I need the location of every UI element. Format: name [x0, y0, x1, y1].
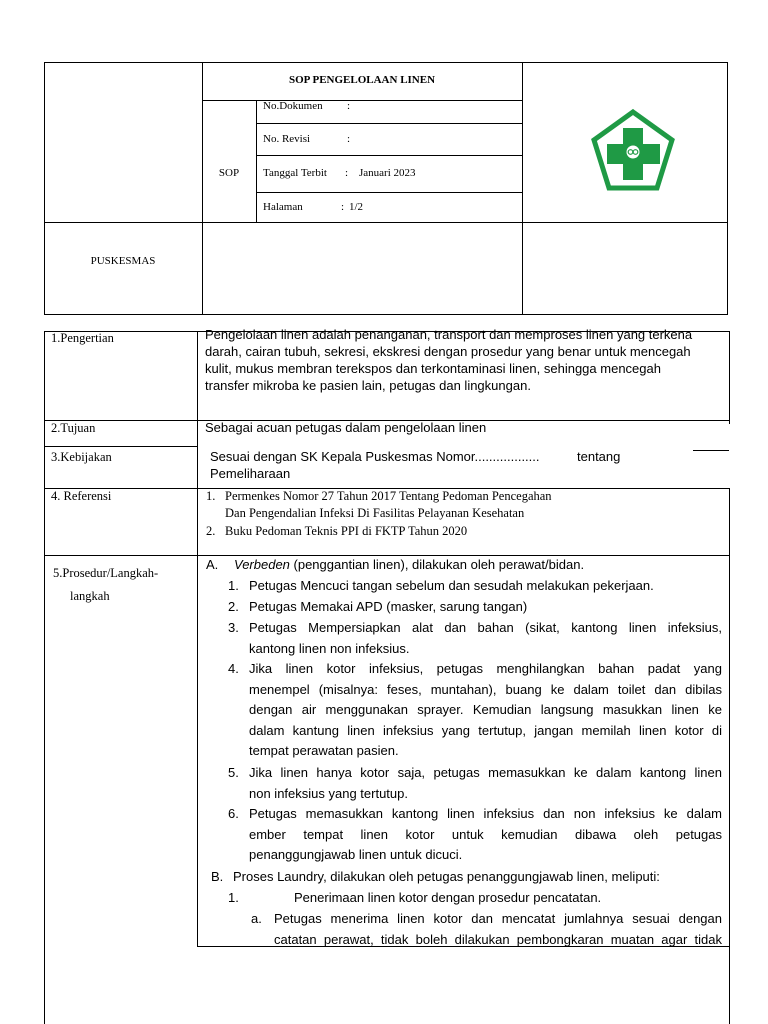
step-line: dengan air menggunakan sprayer. Kemudian langsung masukkan linen ke — [249, 702, 722, 717]
field-no-dokumen-label: No.Dokumen — [263, 100, 323, 112]
step-text — [249, 804, 722, 866]
pengertian-line: kulit, mukus membran terekspos dan terkontaminasi linen, sehingga mencegah — [205, 361, 661, 376]
section-b-letter: B. — [211, 869, 224, 884]
step-line: kantong linen non infeksius. — [249, 640, 410, 656]
step-num: 6. — [228, 806, 239, 821]
referensi-line: Permenkes Nomor 27 Tahun 2017 Tentang Pedoman Pencegahan — [225, 489, 552, 503]
ba-line: catatan perawat, tidak boleh dilakukan pembongkaran muatan agar tidak — [274, 931, 722, 947]
field-no-revisi-label: No. Revisi — [263, 133, 311, 145]
kebijakan-line1a: Sesuai dengan SK Kepala Puskesmas Nomor.................. — [210, 449, 540, 464]
step-num: 1. — [228, 578, 239, 593]
step-line: Jika linen hanya kotor saja, petugas memasukkan ke dalam kantong linen — [249, 765, 722, 780]
field-halaman-label: Halaman — [263, 201, 303, 213]
ba-line: Petugas menerima linen kotor dan mencatat jumlahnya sesuai dengan — [274, 911, 722, 926]
pengertian-line: transfer mikroba ke pasien lain, petugas dan lingkungan. — [205, 378, 531, 393]
field-tanggal-terbit-label: Tanggal Terbit — [263, 167, 327, 179]
label-referensi: 4. Referensi — [51, 489, 112, 503]
step-text: Petugas Mencuci tangan sebelum dan sesudah melakukan pekerjaan. — [249, 578, 654, 593]
step-num: 4. — [228, 661, 239, 676]
label-tujuan: 2.Tujuan — [51, 421, 96, 435]
label-prosedur-line2: langkah — [70, 589, 110, 603]
section-a-heading — [234, 555, 584, 576]
step-line: ember tempat linen kotor untuk kemudian dibawa oleh petugas — [249, 826, 722, 842]
step-num: 5. — [228, 765, 239, 780]
org-name: PUSKESMAS — [90, 255, 156, 267]
step-num: 2. — [228, 599, 239, 614]
field-no-dokumen-sep: : — [347, 100, 351, 112]
label-kebijakan: 3.Kebijakan — [51, 450, 112, 464]
referensi-line: Dan Pengendalian Infeksi Di Fasilitas Pelayanan Kesehatan — [225, 506, 525, 520]
field-no-revisi-sep: : — [347, 133, 351, 145]
pengertian-text — [205, 326, 725, 394]
step-text — [249, 763, 722, 804]
sop-label: SOP — [218, 167, 240, 179]
puskesmas-cross-logo — [590, 108, 676, 194]
section-b-heading: Proses Laundry, dilakukan oleh petugas penanggungjawab linen, meliputi: — [233, 869, 660, 884]
tujuan-text: Sebagai acuan petugas dalam pengelolaan linen — [205, 420, 487, 435]
referensi-num: 2. — [206, 524, 216, 538]
section-a-italic: Verbeden — [234, 557, 290, 572]
step-line: non infeksius yang tertutup. — [249, 785, 408, 801]
section-a-letter: A. — [206, 557, 219, 572]
step-text — [249, 659, 722, 762]
label-pengertian: 1.Pengertian — [51, 331, 114, 345]
field-halaman-value: 1/2 — [349, 201, 364, 213]
field-tanggal-terbit-sep: : — [345, 167, 349, 179]
step-text — [249, 618, 722, 659]
referensi-num: 1. — [206, 489, 216, 503]
field-halaman-sep: : — [341, 201, 345, 213]
step-line: Petugas memasukkan kantong linen infeksius dan non infeksius ke dalam — [249, 806, 722, 821]
label-prosedur-line1: 5.Prosedur/Langkah- — [53, 566, 159, 580]
referensi-line: Buku Pedoman Teknis PPI di FKTP Tahun 2020 — [225, 524, 468, 538]
ba-letter: a. — [251, 911, 262, 926]
pengertian-line: Pengelolaan linen adalah penanganan, transport dan memproses linen yang terkena — [205, 327, 693, 342]
b1-text: Penerimaan linen kotor dengan prosedur pencatatan. — [294, 890, 602, 905]
ba-text — [274, 909, 722, 950]
b1-num: 1. — [228, 890, 239, 905]
step-line: menempel (misalnya: feses, muntahan), buang ke dalam toilet dan dibilas — [249, 681, 722, 697]
kebijakan-line1b: tentang — [577, 449, 621, 464]
section-a-rest: (penggantian linen), dilakukan oleh perawat/bidan. — [289, 557, 585, 572]
step-line: penanggungjawab linen untuk dicuci. — [249, 847, 463, 862]
step-num: 3. — [228, 620, 239, 635]
step-line: dalam kantung linen infeksius yang tertutup, jangan memilah linen kotor di — [249, 722, 722, 738]
kebijakan-line2: Pemeliharaan — [210, 466, 291, 481]
step-text: Petugas Memakai APD (masker, sarung tangan) — [249, 599, 528, 614]
step-line: Petugas Mempersiapkan alat dan bahan (sikat, kantong linen infeksius, — [249, 620, 722, 635]
document-title: SOP PENGELOLAAN LINEN — [288, 74, 436, 86]
step-line: tempat perawatan pasien. — [249, 743, 399, 758]
step-line: Jika linen kotor infeksius, petugas menghilangkan bahan padat yang — [249, 661, 722, 676]
pengertian-line: darah, cairan tubuh, sekresi, ekskresi dengan prosedur yang benar untuk mencegah — [205, 344, 691, 359]
field-tanggal-terbit-value: Januari 2023 — [359, 167, 416, 179]
